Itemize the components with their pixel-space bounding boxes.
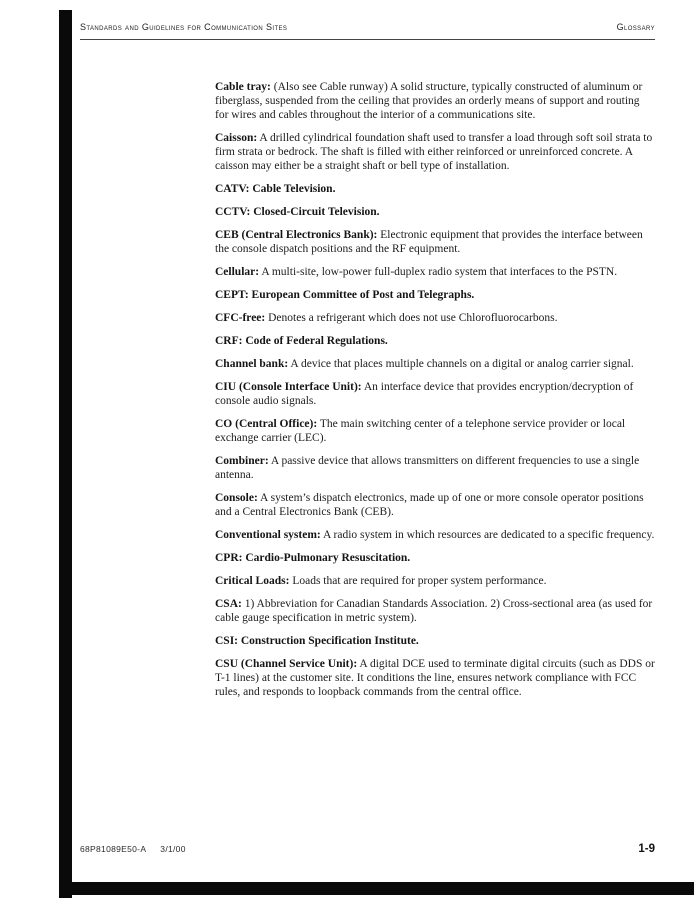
entry-term: CSU (Channel Service Unit): xyxy=(215,658,358,670)
glossary-entry xyxy=(215,634,655,648)
entry-term: CPR: Cardio-Pulmonary Resuscitation. xyxy=(215,552,411,564)
glossary-entry xyxy=(215,454,655,482)
glossary-entry xyxy=(215,597,655,625)
entry-definition: 1) Abbreviation for Canadian Standards Association. 2) Cross-sectional area (as used for cable gauge specification in metric system). xyxy=(215,598,653,624)
entry-term: CIU (Console Interface Unit): xyxy=(215,381,362,393)
entry-term: CFC-free: xyxy=(215,312,266,324)
glossary-entry xyxy=(215,380,655,408)
entry-term: Conventional system: xyxy=(215,529,321,541)
scan-edge-bottom xyxy=(59,882,694,895)
glossary-entry xyxy=(215,205,655,219)
entry-term: CRF: Code of Federal Regulations. xyxy=(215,335,388,347)
entry-definition: Loads that are required for proper system performance. xyxy=(289,575,547,587)
entry-term: Critical Loads: xyxy=(215,575,290,587)
glossary-entry xyxy=(215,334,655,348)
header-section: Glossary xyxy=(616,22,655,32)
entry-term: CO (Central Office): xyxy=(215,418,318,430)
entry-definition: A passive device that allows transmitters on different frequencies to use a single antenna. xyxy=(215,455,640,481)
entry-definition: A drilled cylindrical foundation shaft used to transfer a load through soft soil strata to firm strata or bedrock. The shaft is filled with either reinforced or unreinforced concrete. A caisson may either be a straight shaft or bell type of installation. xyxy=(215,132,653,172)
footer-doc-number: 68P81089E50-A xyxy=(80,844,147,854)
header-title: Standards and Guidelines for Communication Sites xyxy=(80,22,288,32)
glossary-entry xyxy=(215,288,655,302)
footer-date: 3/1/00 xyxy=(160,844,186,854)
glossary-entry xyxy=(215,417,655,445)
glossary-entry xyxy=(215,574,655,588)
entry-term: Channel bank: xyxy=(215,358,289,370)
scan-edge-left xyxy=(59,10,72,898)
footer-docinfo xyxy=(80,844,186,854)
glossary-entry xyxy=(215,657,655,699)
page-footer xyxy=(80,843,655,855)
glossary-entry xyxy=(215,228,655,256)
entry-term: Cable tray: xyxy=(215,81,271,93)
glossary-entries xyxy=(215,80,655,708)
glossary-entry xyxy=(215,491,655,519)
entry-definition: The main switching center of a telephone service provider or local exchange carrier (LEC). xyxy=(215,418,626,444)
entry-definition: A digital DCE used to terminate digital circuits (such as DDS or T-1 lines) at the customer site. It conditions the line, ensures network compliance with FCC rules, and responds to loopback commands from the central office. xyxy=(215,658,655,698)
entry-term: CSA: xyxy=(215,598,242,610)
page-number: 1-9 xyxy=(638,843,655,855)
glossary-entry xyxy=(215,131,655,173)
glossary-entry xyxy=(215,182,655,196)
entry-definition: A device that places multiple channels on a digital or analog carrier signal. xyxy=(288,358,634,370)
entry-definition: A system’s dispatch electronics, made up of one or more console operator positions and a Central Electronics Bank (CEB). xyxy=(215,492,644,518)
entry-term: CCTV: Closed-Circuit Television. xyxy=(215,206,380,218)
entry-definition: Electronic equipment that provides the interface between the console dispatch positions and the RF equipment. xyxy=(215,229,643,255)
entry-definition: A radio system in which resources are dedicated to a specific frequency. xyxy=(320,529,655,541)
glossary-entry xyxy=(215,311,655,325)
entry-term: CEB (Central Electronics Bank): xyxy=(215,229,378,241)
glossary-entry xyxy=(215,265,655,279)
glossary-entry xyxy=(215,357,655,371)
entry-term: Console: xyxy=(215,492,258,504)
entry-definition: (Also see Cable runway) A solid structure, typically constructed of aluminum or fiberglass, suspended from the ceiling that provides an orderly means of support and routing for wires and cables throughout the interior of a communications site. xyxy=(215,81,643,121)
glossary-entry xyxy=(215,528,655,542)
entry-definition: Denotes a refrigerant which does not use Chlorofluorocarbons. xyxy=(265,312,558,324)
glossary-entry xyxy=(215,551,655,565)
entry-term: CSI: Construction Specification Institute. xyxy=(215,635,419,647)
page-header xyxy=(80,22,655,40)
entry-term: Cellular: xyxy=(215,266,260,278)
glossary-entry xyxy=(215,80,655,122)
entry-term: CATV: Cable Television. xyxy=(215,183,336,195)
entry-term: Caisson: xyxy=(215,132,258,144)
entry-definition: A multi-site, low-power full-duplex radio system that interfaces to the PSTN. xyxy=(259,266,618,278)
entry-term: Combiner: xyxy=(215,455,269,467)
entry-term: CEPT: European Committee of Post and Telegraphs. xyxy=(215,289,475,301)
entry-definition: An interface device that provides encryption/decryption of console audio signals. xyxy=(215,381,634,407)
